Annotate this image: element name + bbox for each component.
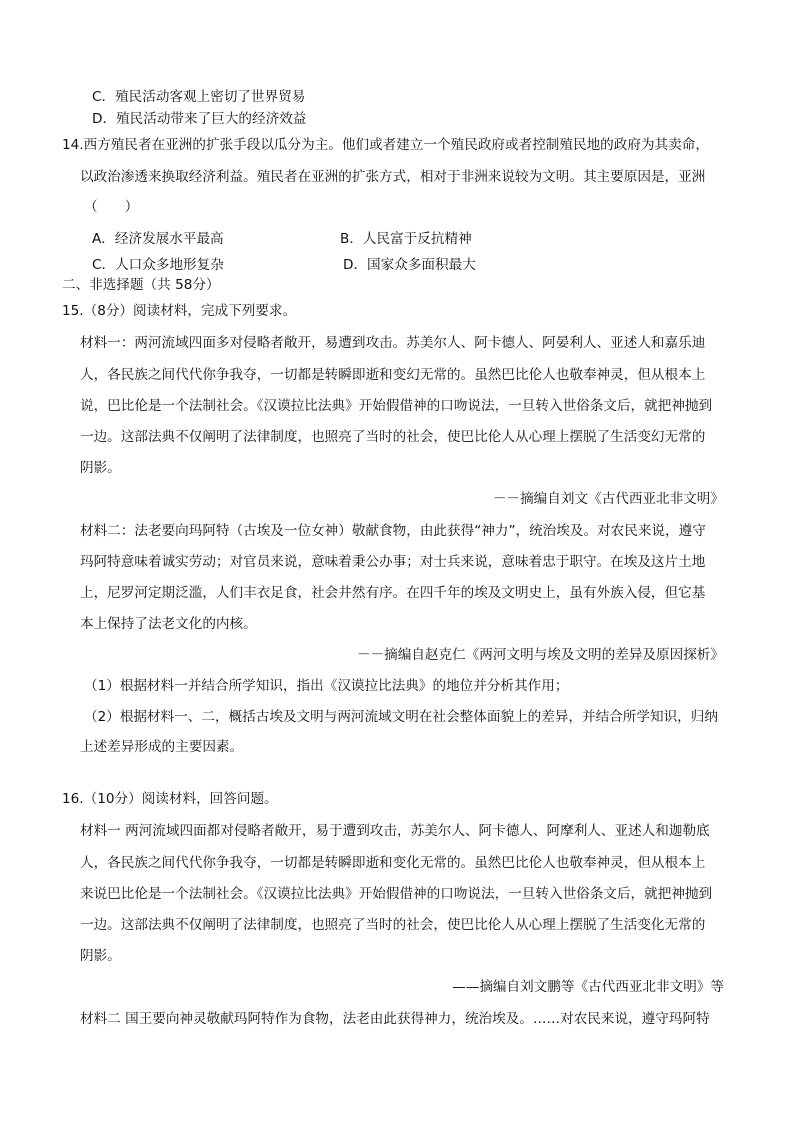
q13-option-c: C．殖民活动客观上密切了世界贸易 (92, 89, 306, 105)
q15-material1-line-2: 人，各民族之间代代你争我夺，一切都是转瞬即逝和变幻无常的。虽然巴比伦人也敬奉神灵，但从根本上 (80, 367, 706, 383)
q14-option-c: C．人口众多地形复杂 (92, 257, 224, 273)
q14-option-b: B．人民富于反抗精神 (340, 231, 472, 247)
q16-material1-line-5: 阴影。 (80, 948, 121, 964)
q15-material2-line-1: 材料二：法老要向玛阿特（古埃及一位女神）敬献食物，由此获得“神力”，统治埃及。对农民来说，遵守 (80, 523, 706, 539)
q15-material2-source: －－摘编自赵克仁《两河文明与埃及文明的差异及原因探析》 (356, 647, 724, 663)
q15-material2-line-3: 上，尼罗河定期泛滥，人们丰衣足食，社会井然有序。在四千年的埃及文明史上，虽有外族入侵，但它基 (80, 585, 706, 601)
q16-material1-source: ——摘编自刘文鹏等《古代西亚北非文明》等 (452, 979, 724, 995)
q14-stem-line-2: 以政治渗透来换取经济利益。殖民者在亚洲的扩张方式，相对于非洲来说较为文明。其主要原因是，亚洲 (80, 169, 706, 185)
q14-option-d: D．国家众多面积最大 (343, 257, 476, 273)
q15-material2-line-4: 本上保持了法老文化的内核。 (80, 616, 257, 632)
q15-subquestion-2-line-1: （2）根据材料一、二，概括古埃及文明与两河流域文明在社会整体面貌上的差异，并结合所学知识，归纳 (84, 709, 718, 725)
q15-material1-line-4: 一边。这部法典不仅阐明了法律制度，也照亮了当时的社会，使巴比伦人从心理上摆脱了生活变幻无常的 (80, 429, 706, 445)
q15-subquestion-2-line-2: 上述差异形成的主要因素。 (80, 739, 244, 755)
q16-material1-line-4: 一边。这部法典不仅阐明了法律制度，也照亮了当时的社会，使巴比伦人从心理上摆脱了生活变化无常的 (80, 917, 706, 933)
q14-stem-line-1: 14.西方殖民者在亚洲的扩张手段以瓜分为主。他们或者建立一个殖民政府或者控制殖民地的政府为其卖命， (62, 137, 709, 153)
q16-material2-line-1: 材料二 国王要向神灵敬献玛阿特作为食物，法老由此获得神力，统治埃及。……对农民来说，遵守玛阿特 (80, 1011, 710, 1027)
q15-material1-line-1: 材料一：两河流域四面多对侵略者敞开，易遭到攻击。苏美尔人、阿卡德人、阿晏利人、亚述人和嘉乐迪 (80, 335, 706, 351)
q15-subquestion-1: （1）根据材料一并结合所学知识，指出《汉谟拉比法典》的地位并分析其作用； (84, 678, 569, 694)
q16-prompt: 16.（10分）阅读材料，回答问题。 (62, 791, 278, 807)
q15-material1-line-5: 阴影。 (80, 460, 121, 476)
q15-prompt: 15.（8分）阅读材料，完成下列要求。 (62, 303, 297, 319)
q13-option-d: D．殖民活动带来了巨大的经济效益 (92, 111, 307, 127)
q16-material1-line-3: 来说巴比伦是一个法制社会。《汉谟拉比法典》开始假借神的口吻说法，一旦转入世俗条文后，就把神抛到 (80, 886, 713, 902)
q15-material2-line-2: 玛阿特意味着诚实劳动；对官员来说，意味着秉公办事；对士兵来说，意味着忠于职守。在埃及这片土地 (80, 554, 706, 570)
q15-material1-line-3: 说，巴比伦是一个法制社会。《汉谟拉比法典》开始假借神的口吻说法，一旦转入世俗条文后，就把神抛到 (80, 398, 713, 414)
q14-answer-blank: （ ） (84, 199, 139, 215)
q14-option-a: A．经济发展水平最高 (92, 231, 224, 247)
section-heading-non-choice: 二、非选择题（共 58分） (62, 277, 220, 293)
q16-material1-line-1: 材料一 两河流域四面都对侵略者敞开，易于遭到攻击，苏美尔人、阿卡德人、阿摩利人、亚述人和迦勒底 (80, 823, 710, 839)
q15-material1-source: －－摘编自刘文《古代西亚北非文明》 (492, 491, 724, 507)
q16-material1-line-2: 人，各民族之间代代你争我夺，一切都是转瞬即逝和变化无常的。虽然巴比伦人也敬奉神灵，但从根本上 (80, 855, 706, 871)
